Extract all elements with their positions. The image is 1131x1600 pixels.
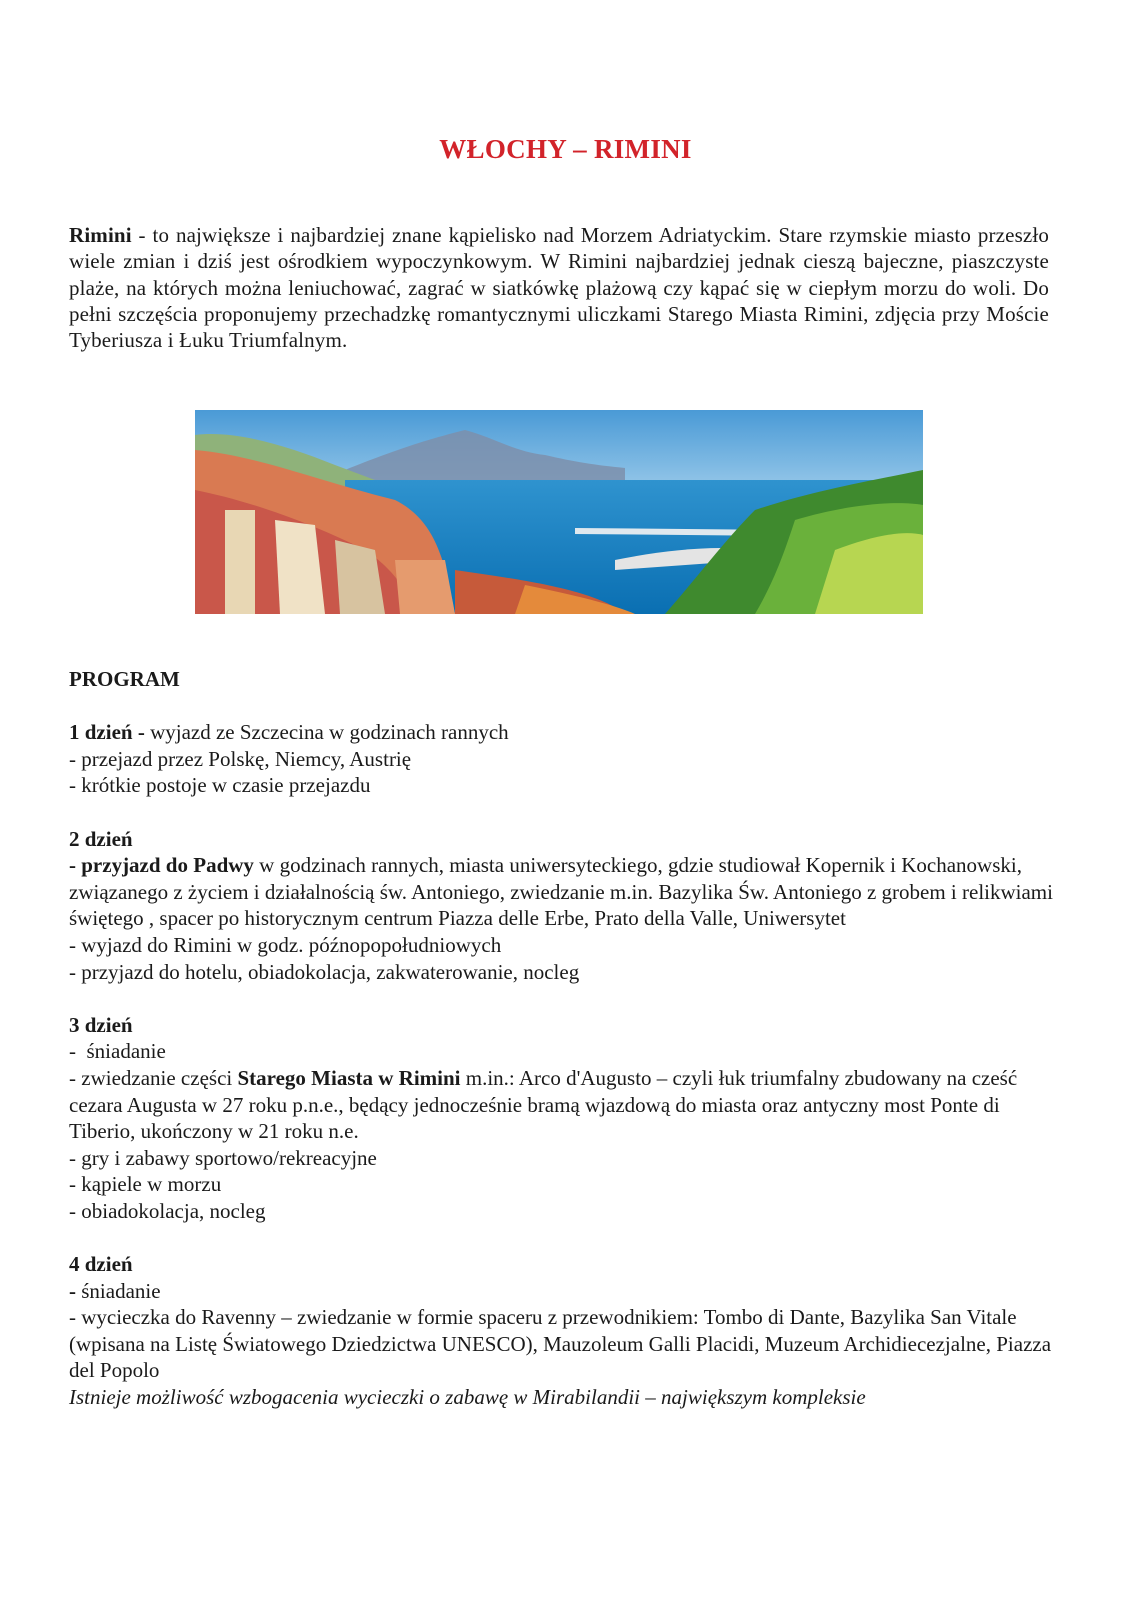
day2-line: - wyjazd do Rimini w godz. późnopopołudniowych <box>69 932 502 957</box>
day1-first-line <box>69 719 1059 746</box>
day4-first-line <box>69 1278 1059 1305</box>
day2-text: w godzinach rannych, miasta uniwersyteckiego, gdzie studiował Kopernik i Kochanowski, związanego z życiem i działalnością św. Antoniego, zwiedzanie m.in. Bazylika Św. Antoniego z grobem i relikwiami świętego , spacer po historycznym centrum Piazza delle Erbe, Prato della Valle, Uniwersytet <box>69 853 1053 931</box>
intro-text: - to największe i najbardziej znane kąpielisko nad Morzem Adriatyckim. Stare rzymskie miasto przeszło wiele zmian i dziś jest ośrodkiem wypoczynkowym. W Rimini najbardziej jednak cieszą bajeczne, piaszczyste plaże, na których można leniuchować, zagrać w siatkówkę plażową czy kąpać się w ciepłym morzu do woli. Do pełni szczęścia proponujemy przechadzkę romantycznymi uliczkami Starego Miasta Rimini, zdjęcia przy Moście Tyberiusza i Łuku Triumfalnym. <box>69 223 1049 353</box>
day3-paragraph <box>69 1065 1059 1145</box>
day2-line: - przyjazd do hotelu, obiadokolacja, zakwaterowanie, nocleg <box>69 959 580 984</box>
day3-line: - obiadokolacja, nocleg <box>69 1198 266 1223</box>
day1-line1: wyjazd ze Szczecina w godzinach rannych <box>144 720 509 745</box>
day4-label: 4 dzień <box>69 1252 133 1277</box>
coastline-photo <box>195 410 923 614</box>
day4-line1: śniadanie <box>76 1278 161 1303</box>
day4-paragraph: - wycieczka do Ravenny – zwiedzanie w formie spaceru z przewodnikiem: Tombo di Dante, Bazylika San Vitale (wpisana na Listę Światowego Dziedzictwa UNESCO), Mauzoleum Galli Placidi, Muzeum Archidiecezjalne, Piazza del Popolo <box>69 1305 1052 1383</box>
intro-paragraph <box>69 222 1049 353</box>
day4-dash: - <box>69 1278 76 1303</box>
day3-line1: - śniadanie <box>69 1039 166 1064</box>
day1-label: 1 dzień - <box>69 720 145 745</box>
day2-paragraph <box>69 852 1059 932</box>
day1-line: - przejazd przez Polskę, Niemcy, Austrię <box>69 746 412 771</box>
day3-pre: - zwiedzanie części <box>69 1065 238 1090</box>
day1-line: - krótkie postoje w czasie przejazdu <box>69 773 371 798</box>
day3-label: 3 dzień <box>69 1012 133 1037</box>
day2-label: 2 dzień <box>69 826 133 851</box>
day3-line: - gry i zabawy sportowo/rekreacyjne <box>69 1145 377 1170</box>
day4-note: Istnieje możliwość wzbogacenia wycieczki o zabawę w Mirabilandii – największym kompleksie <box>69 1385 866 1410</box>
page-title: WŁOCHY – RIMINI <box>439 134 692 164</box>
intro-lead: Rimini <box>69 223 132 247</box>
day3-line: - kąpiele w morzu <box>69 1172 222 1197</box>
program-section <box>69 666 1059 1411</box>
program-heading: PROGRAM <box>69 667 180 691</box>
day2-bold-lead: - przyjazd do Padwy <box>69 853 254 878</box>
coastline-illustration <box>195 410 923 614</box>
day3-text: m.in.: Arco d'Augusto – czyli łuk triumfalny zbudowany na cześć cezara Augusta w 27 roku p.n.e., będący jednocześnie bramą wjazdową do miasta oraz antyczny most Ponte di Tiberio, ukończony w 21 roku n.e. <box>69 1065 1018 1144</box>
day3-bold: Starego Miasta w Rimini <box>237 1065 461 1090</box>
